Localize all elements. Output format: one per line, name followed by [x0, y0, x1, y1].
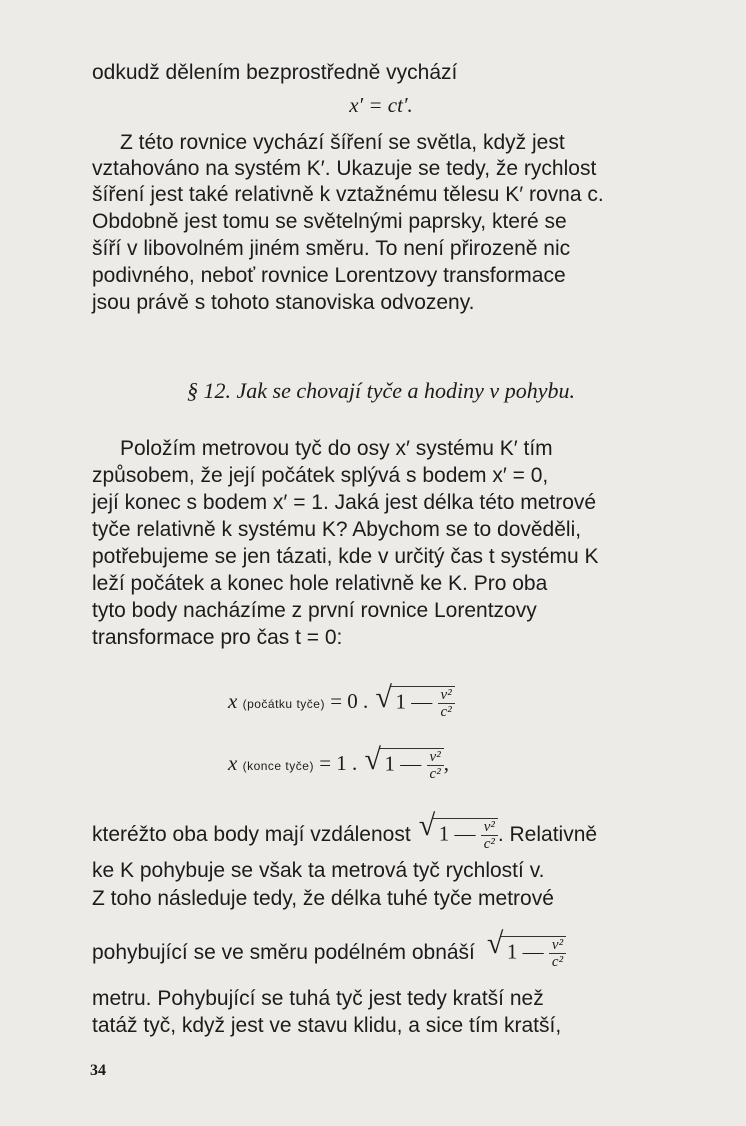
fraction-numerator: v²	[549, 937, 566, 954]
text-line: transformace pro čas t = 0:	[92, 626, 343, 649]
fraction	[427, 749, 444, 782]
fraction	[438, 687, 455, 720]
fraction-denominator: c²	[440, 704, 452, 720]
text-line: jsou právě s tohoto stanoviska odvozeny.	[92, 291, 475, 314]
sqrt-one-minus: 1 —	[506, 939, 544, 964]
fraction-numerator: v²	[481, 819, 498, 836]
page-number: 34	[90, 1062, 106, 1079]
text-line: vztahováno na systém K′. Ukazuje se tedy, že rychlost	[92, 157, 597, 180]
fraction-denominator: c²	[429, 766, 441, 782]
sqrt-one-minus: 1 —	[438, 821, 476, 846]
equation-end-of-rod	[228, 748, 449, 782]
text-line-with-sqrt	[92, 936, 670, 970]
eq-variable: x	[228, 750, 238, 775]
sqrt-one-minus: 1 —	[384, 751, 422, 776]
eq-variable: x	[228, 688, 238, 713]
equation-x-ct: x′ = ct′.	[349, 93, 413, 117]
text-line: tyto body nacházíme z první rovnice Lorentzovy	[92, 599, 537, 622]
equation-start-of-rod	[228, 686, 455, 720]
text-line: tyče relativně k systému K? Abychom se to dověděli,	[92, 518, 582, 541]
text-line: Položím metrovou tyč do osy x′ systému K′ tím	[120, 437, 553, 460]
text-segment: kteréžto oba body mají vzdálenost	[92, 823, 411, 846]
fraction-denominator: c²	[551, 954, 564, 970]
text-line: podivného, neboť rovnice Lorentzovy transformace	[92, 264, 566, 287]
text-line: šíří v libovolném jiném směru. To není přirozeně nic	[92, 237, 571, 260]
sqrt-expression	[390, 686, 455, 720]
text-segment: . Relativně	[497, 823, 598, 846]
text-line: odkudž dělením bezprostředně vychází	[92, 61, 458, 84]
text-line: Obdobně jest tomu se světelnými paprsky, které se	[92, 210, 567, 233]
sqrt-expression	[379, 748, 444, 782]
eq-subscript: (konce tyče)	[242, 758, 314, 773]
text-line: metru. Pohybující se tuhá tyč jest tedy kratší než	[92, 987, 544, 1010]
fraction	[481, 819, 498, 852]
eq-subscript: (počátku tyče)	[242, 696, 325, 711]
text-line: potřebujeme se jen tázati, kde v určitý čas t systému K	[92, 545, 599, 568]
text-line: její konec s bodem x′ = 1. Jaká jest délka této metrové	[92, 491, 597, 514]
fraction	[549, 937, 566, 970]
text-line: tatáž tyč, když jest ve stavu klidu, a sice tím kratší,	[92, 1014, 562, 1037]
eq-rhs: = 0 .	[330, 688, 369, 713]
text-line: leží počátek a konec hole relativně ke K. Pro oba	[92, 572, 548, 595]
section-heading: § 12. Jak se chovají tyče a hodiny v pohybu.	[187, 378, 575, 403]
text-line: Z této rovnice vychází šíření se světla, když jest	[120, 131, 565, 154]
text-line: způsobem, že její počátek splývá s bodem x′ = 0,	[92, 464, 549, 487]
text-line-with-sqrt	[92, 818, 670, 852]
fraction-denominator: c²	[483, 836, 495, 852]
fraction-numerator: v²	[438, 687, 455, 704]
text-line: ke K pohybuje se však ta metrová tyč rychlostí v.	[92, 859, 545, 882]
eq-rhs: = 1 .	[319, 750, 358, 775]
fraction-numerator: v²	[427, 749, 444, 766]
sqrt-expression	[433, 818, 498, 852]
text-line: Z toho následuje tedy, že délka tuhé tyče metrové	[92, 887, 554, 910]
sqrt-expression	[501, 936, 566, 970]
eq-comma: ,	[443, 750, 449, 775]
sqrt-one-minus: 1 —	[395, 689, 433, 714]
text-segment: pohybující se ve směru podélném obnáší	[92, 941, 475, 964]
text-line: šíření jest také relativně k vztažnému tělesu K′ rovna c.	[92, 183, 604, 206]
